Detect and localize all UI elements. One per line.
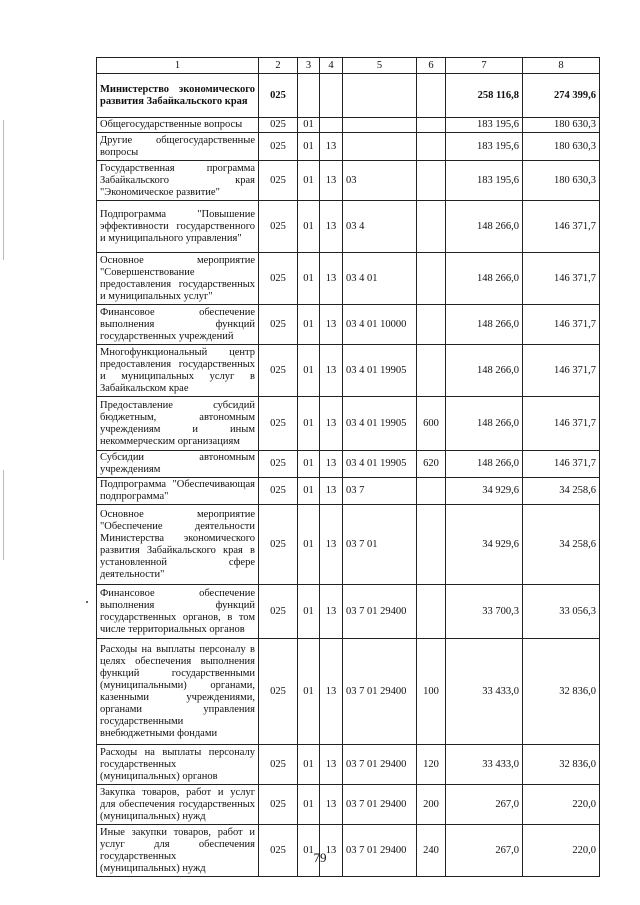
amount-year-1: 33 700,3 (446, 585, 523, 639)
scan-edge-mark (3, 120, 4, 260)
code-subsection: 13 (320, 451, 343, 478)
amount-year-1: 148 266,0 (446, 345, 523, 397)
amount-year-2: 34 258,6 (523, 478, 600, 505)
code-ministry: 025 (259, 133, 298, 161)
code-expense-type: 620 (417, 451, 446, 478)
code-expense-type (417, 505, 446, 585)
table-row (97, 161, 600, 201)
amount-year-1: 33 433,0 (446, 639, 523, 745)
table-row (97, 505, 600, 585)
column-number: 6 (417, 58, 446, 74)
code-ministry: 025 (259, 118, 298, 133)
amount-year-2: 180 630,3 (523, 161, 600, 201)
code-ministry: 025 (259, 745, 298, 785)
row-name: Иные закупки товаров, работ и услуг для обеспечения государственных (муниципальных) нужд (97, 825, 259, 877)
amount-year-1: 183 195,6 (446, 118, 523, 133)
code-expense-type: 600 (417, 397, 446, 451)
code-ministry: 025 (259, 345, 298, 397)
code-subsection: 13 (320, 745, 343, 785)
code-expense-type (417, 585, 446, 639)
row-name: Расходы на выплаты персоналу в целях обеспечения выполнения функций государственными (муниципальными) органами, казенными учреждениями, органами управления государственными внебюджетными фондами (97, 639, 259, 745)
code-ministry: 025 (259, 505, 298, 585)
code-ministry: 025 (259, 397, 298, 451)
table-row (97, 74, 600, 118)
code-ministry: 025 (259, 639, 298, 745)
code-section: 01 (298, 397, 320, 451)
code-section: 01 (298, 305, 320, 345)
table-row (97, 133, 600, 161)
code-subsection: 13 (320, 253, 343, 305)
code-subsection: 13 (320, 825, 343, 877)
code-target: 03 4 01 10000 (343, 305, 417, 345)
table-row (97, 585, 600, 639)
code-target: 03 4 01 19905 (343, 397, 417, 451)
column-number: 2 (259, 58, 298, 74)
row-name: Закупка товаров, работ и услуг для обеспечения государственных (муниципальных) нужд (97, 785, 259, 825)
code-section: 01 (298, 161, 320, 201)
row-name: Финансовое обеспечение выполнения функций государственных учреждений (97, 305, 259, 345)
code-expense-type (417, 478, 446, 505)
code-subsection: 13 (320, 785, 343, 825)
code-target: 03 4 01 19905 (343, 345, 417, 397)
code-section: 01 (298, 585, 320, 639)
code-expense-type (417, 118, 446, 133)
code-expense-type (417, 253, 446, 305)
amount-year-2: 146 371,7 (523, 451, 600, 478)
column-number: 1 (97, 58, 259, 74)
code-subsection: 13 (320, 161, 343, 201)
code-target: 03 4 01 19905 (343, 451, 417, 478)
table-row (97, 639, 600, 745)
row-name: Многофункциональный центр предоставления государственных и муниципальных услуг в Забайкальском крае (97, 345, 259, 397)
code-target: 03 7 01 29400 (343, 585, 417, 639)
code-subsection: 13 (320, 397, 343, 451)
code-section: 01 (298, 478, 320, 505)
code-expense-type (417, 161, 446, 201)
row-name: Основное мероприятие "Обеспечение деятельности Министерства экономического развития Забайкальского края в установленной сфере деятельности" (97, 505, 259, 585)
code-subsection: 13 (320, 201, 343, 253)
code-section: 01 (298, 345, 320, 397)
amount-year-2: 274 399,6 (523, 74, 600, 118)
amount-year-1: 148 266,0 (446, 253, 523, 305)
amount-year-2: 180 630,3 (523, 133, 600, 161)
code-target (343, 118, 417, 133)
page-number: 79 (313, 850, 327, 865)
code-expense-type (417, 201, 446, 253)
scan-dot (86, 601, 88, 603)
amount-year-2: 180 630,3 (523, 118, 600, 133)
amount-year-2: 32 836,0 (523, 745, 600, 785)
amount-year-1: 148 266,0 (446, 397, 523, 451)
table-row (97, 305, 600, 345)
amount-year-1: 267,0 (446, 825, 523, 877)
code-target: 03 7 (343, 478, 417, 505)
code-target: 03 4 01 (343, 253, 417, 305)
table-row (97, 785, 600, 825)
row-name: Основное мероприятие "Совершенствование предоставления государственных и муниципальных услуг" (97, 253, 259, 305)
amount-year-2: 33 056,3 (523, 585, 600, 639)
code-target: 03 7 01 29400 (343, 825, 417, 877)
code-expense-type (417, 305, 446, 345)
code-subsection: 13 (320, 585, 343, 639)
code-target (343, 133, 417, 161)
column-number: 5 (343, 58, 417, 74)
column-number: 3 (298, 58, 320, 74)
code-target: 03 7 01 29400 (343, 785, 417, 825)
code-target: 03 7 01 29400 (343, 639, 417, 745)
amount-year-1: 148 266,0 (446, 305, 523, 345)
table-row (97, 397, 600, 451)
table-row (97, 345, 600, 397)
code-expense-type (417, 345, 446, 397)
row-name: Министерство экономического развития Забайкальского края (97, 74, 259, 118)
code-section: 01 (298, 505, 320, 585)
code-expense-type: 100 (417, 639, 446, 745)
table-row (97, 118, 600, 133)
code-expense-type (417, 74, 446, 118)
table-row (97, 451, 600, 478)
amount-year-2: 146 371,7 (523, 305, 600, 345)
amount-year-1: 34 929,6 (446, 478, 523, 505)
amount-year-1: 148 266,0 (446, 451, 523, 478)
code-subsection: 13 (320, 478, 343, 505)
code-subsection: 13 (320, 505, 343, 585)
code-subsection (320, 74, 343, 118)
code-section: 01 (298, 253, 320, 305)
column-number: 4 (320, 58, 343, 74)
code-subsection: 13 (320, 639, 343, 745)
code-ministry: 025 (259, 74, 298, 118)
code-expense-type: 120 (417, 745, 446, 785)
amount-year-1: 183 195,6 (446, 161, 523, 201)
row-name: Финансовое обеспечение выполнения функций государственных органов, в том числе территориальных органов (97, 585, 259, 639)
table-row (97, 253, 600, 305)
amount-year-1: 33 433,0 (446, 745, 523, 785)
code-expense-type: 200 (417, 785, 446, 825)
row-name: Подпрограмма "Обеспечивающая подпрограмма" (97, 478, 259, 505)
table-row (97, 201, 600, 253)
amount-year-1: 267,0 (446, 785, 523, 825)
code-section: 01 (298, 785, 320, 825)
code-ministry: 025 (259, 585, 298, 639)
amount-year-2: 34 258,6 (523, 505, 600, 585)
row-name: Подпрограмма "Повышение эффективности государственного и муниципального управления" (97, 201, 259, 253)
code-ministry: 025 (259, 305, 298, 345)
code-subsection: 13 (320, 345, 343, 397)
code-section: 01 (298, 451, 320, 478)
scan-edge-mark (3, 470, 4, 560)
code-subsection (320, 118, 343, 133)
table-header-row (97, 58, 600, 74)
column-number: 7 (446, 58, 523, 74)
code-ministry: 025 (259, 785, 298, 825)
row-name: Субсидии автономным учреждениям (97, 451, 259, 478)
code-target: 03 (343, 161, 417, 201)
amount-year-1: 258 116,8 (446, 74, 523, 118)
row-name: Расходы на выплаты персоналу государственных (муниципальных) органов (97, 745, 259, 785)
table-row (97, 478, 600, 505)
budget-table (96, 57, 600, 877)
code-section: 01 (298, 825, 320, 877)
row-name: Государственная программа Забайкальского края "Экономическое развитие" (97, 161, 259, 201)
amount-year-2: 146 371,7 (523, 201, 600, 253)
row-name: Предоставление субсидий бюджетным, автономным учреждениям и иным некоммерческим организациям (97, 397, 259, 451)
code-ministry: 025 (259, 451, 298, 478)
amount-year-2: 32 836,0 (523, 639, 600, 745)
amount-year-1: 148 266,0 (446, 201, 523, 253)
code-target (343, 74, 417, 118)
code-ministry: 025 (259, 201, 298, 253)
code-section: 01 (298, 745, 320, 785)
table-body (97, 58, 600, 877)
code-section: 01 (298, 118, 320, 133)
code-subsection: 13 (320, 133, 343, 161)
code-target: 03 4 (343, 201, 417, 253)
code-target: 03 7 01 29400 (343, 745, 417, 785)
code-target: 03 7 01 (343, 505, 417, 585)
code-section: 01 (298, 133, 320, 161)
code-section: 01 (298, 201, 320, 253)
amount-year-2: 220,0 (523, 785, 600, 825)
code-ministry: 025 (259, 825, 298, 877)
row-name: Другие общегосударственные вопросы (97, 133, 259, 161)
code-subsection: 13 (320, 305, 343, 345)
code-ministry: 025 (259, 478, 298, 505)
amount-year-2: 146 371,7 (523, 397, 600, 451)
amount-year-2: 146 371,7 (523, 345, 600, 397)
table-row (97, 745, 600, 785)
code-ministry: 025 (259, 161, 298, 201)
code-section: 01 (298, 639, 320, 745)
row-name: Общегосударственные вопросы (97, 118, 259, 133)
amount-year-2: 220,0 (523, 825, 600, 877)
amount-year-2: 146 371,7 (523, 253, 600, 305)
amount-year-1: 34 929,6 (446, 505, 523, 585)
code-expense-type: 240 (417, 825, 446, 877)
code-section (298, 74, 320, 118)
code-ministry: 025 (259, 253, 298, 305)
amount-year-1: 183 195,6 (446, 133, 523, 161)
column-number: 8 (523, 58, 600, 74)
code-expense-type (417, 133, 446, 161)
